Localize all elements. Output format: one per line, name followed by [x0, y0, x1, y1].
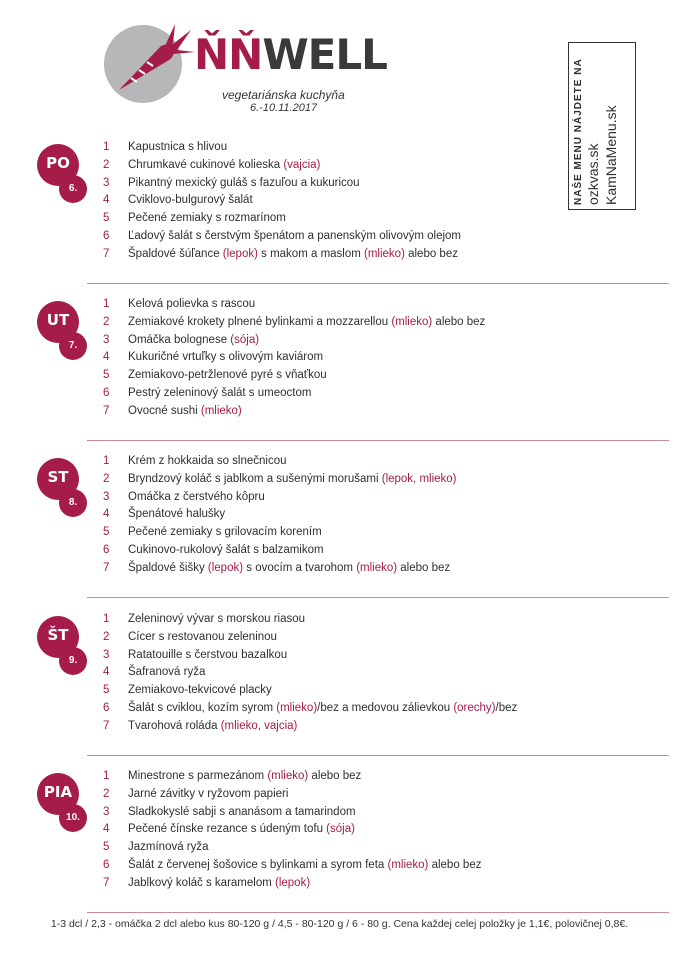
section-divider: [87, 597, 669, 598]
item-number: 6: [103, 386, 110, 399]
item-number: 4: [103, 666, 110, 679]
allergen-label: (mlieko): [391, 315, 433, 328]
section-divider: [87, 283, 669, 284]
item-text: Omáčka bolognese: [128, 333, 231, 346]
portion-footer: 1-3 dcl / 2,3 - omáčka 2 dcl alebo kus 80-120 g / 4,5 - 80-120 g / 6 - 80 g. Cena každej celej položky je 1,1€, polovičnej 0,8€.: [50, 918, 629, 930]
day-abbr: ST: [47, 468, 69, 486]
day-date: 8.: [59, 489, 87, 517]
item-text: Cukinovo-rukolový šalát s balzamikom: [128, 543, 324, 556]
item-text: Zeleninový vývar s morskou riasou: [128, 613, 306, 625]
item-text: Šalát z červenej šošovice s bylinkami a syrom feta: [128, 858, 388, 871]
menu-item: [103, 453, 457, 471]
item-number: 4: [103, 823, 110, 836]
item-number: 1: [103, 455, 110, 467]
item-number: 7: [103, 247, 110, 260]
menu-item: [103, 192, 461, 210]
item-number: 2: [103, 787, 110, 800]
menu-item: [103, 647, 517, 665]
day-badge: [37, 773, 80, 823]
item-text: alebo bez: [404, 247, 458, 260]
item-text: Zemiakové krokety plnené bylinkami a mozzarellou: [128, 315, 392, 328]
menu-item: [103, 367, 485, 385]
item-number: 5: [103, 841, 110, 854]
menu-item: [103, 664, 517, 682]
section-divider: [87, 912, 669, 913]
menu-item: [103, 385, 485, 403]
menu-items: [103, 296, 485, 421]
allergen-label: (mlieko): [356, 561, 398, 574]
menu-item: [103, 718, 517, 736]
menu-item: [103, 210, 461, 228]
item-text: Minestrone s parmezánom: [128, 770, 268, 782]
sidebox-title: NAŠE MENU NÁJDETE NA: [573, 58, 584, 205]
section-divider: [87, 440, 669, 441]
item-number: 6: [103, 701, 110, 714]
item-text: alebo bez: [397, 561, 451, 574]
item-text: Šafranová ryža: [128, 666, 206, 679]
day-badge: [37, 301, 79, 351]
item-text: /bez a medovou zálievkou: [317, 701, 454, 714]
item-text: Pečené zemiaky s rozmarínom: [128, 212, 286, 225]
menu-item: [103, 542, 457, 560]
item-number: 3: [103, 648, 110, 661]
allergen-label: (sója): [326, 823, 355, 836]
day-abbr: PO: [46, 154, 70, 172]
menu-item: [103, 804, 481, 822]
link-ozkvas[interactable]: ozkvas.sk: [585, 143, 601, 205]
menu-item: [103, 489, 457, 507]
menu-items: [103, 611, 517, 736]
item-text: Špenátové halušky: [128, 508, 226, 521]
item-text: Kukuričné vrtuľky s olivovým kaviárom: [128, 351, 324, 364]
item-text: Ratatouille s čerstvou bazalkou: [128, 648, 288, 661]
item-number: 3: [103, 805, 110, 818]
day-abbr: ŠT: [47, 626, 69, 644]
item-number: 2: [103, 472, 110, 485]
item-text: Chrumkavé cukinové kolieska: [128, 158, 284, 171]
day-date: 7.: [59, 332, 87, 360]
item-number: 6: [103, 543, 110, 556]
brand-accent: ŇŇ: [194, 30, 263, 79]
item-number: 5: [103, 369, 110, 382]
menu-item: [103, 700, 517, 718]
allergen-label: (mlieko): [387, 858, 429, 871]
menu-item: [103, 875, 481, 893]
menu-item: [103, 296, 485, 314]
item-number: 6: [103, 858, 110, 871]
item-text: Zemiakovo-tekvicové placky: [128, 684, 272, 697]
item-text: Krém z hokkaida so slnečnicou: [128, 455, 287, 467]
allergen-label: (lepok, mlieko): [381, 472, 457, 485]
day-badge: [37, 616, 79, 666]
item-text: s makom a maslom: [257, 247, 365, 260]
allergen-label: (mlieko): [200, 404, 242, 417]
section-divider: [87, 755, 669, 756]
allergen-label: (lepok): [222, 247, 258, 260]
item-number: 4: [103, 351, 110, 364]
brand-text: WELL: [262, 30, 387, 79]
item-text: /bez: [495, 701, 518, 714]
item-text: Omáčka z čerstvého kôpru: [128, 490, 265, 503]
item-number: 4: [103, 194, 110, 207]
menu-item: [103, 786, 481, 804]
item-text: alebo bez: [432, 315, 486, 328]
menu-sources-box: [568, 42, 636, 210]
item-text: Špaldové šišky: [128, 561, 208, 574]
menu-item: [103, 629, 517, 647]
menu-item: [103, 839, 481, 857]
menu-item: [103, 403, 485, 421]
item-number: 5: [103, 684, 110, 697]
menu-item: [103, 524, 457, 542]
day-date: 10.: [59, 804, 87, 832]
day-badge: [37, 458, 79, 508]
menu-item: [103, 768, 481, 786]
day-abbr: UT: [46, 311, 70, 329]
day-abbr: PIA: [43, 783, 73, 801]
item-number: 2: [103, 630, 110, 643]
menu-dates: 6.-10.11.2017: [250, 102, 318, 114]
item-number: 3: [103, 490, 110, 503]
item-text: Ovocné sushi: [128, 404, 201, 417]
item-number: 7: [103, 404, 110, 417]
item-text: s ovocím a tvarohom: [243, 561, 357, 574]
allergen-label: (mlieko, vajcia): [220, 719, 298, 732]
menu-item: [103, 175, 461, 193]
item-number: 4: [103, 508, 110, 521]
item-text: Cviklovo-bulgurový šalát: [128, 194, 253, 207]
item-text: Kapustnica s hlivou: [128, 141, 228, 153]
menu-item: [103, 314, 485, 332]
item-number: 7: [103, 561, 110, 574]
menu-item: [103, 157, 461, 175]
item-text: Bryndzový koláč s jablkom a sušenými morušami: [128, 472, 382, 485]
item-number: 2: [103, 315, 110, 328]
item-number: 7: [103, 876, 110, 889]
allergen-label: (orechy): [453, 701, 496, 714]
item-text: Šalát s cviklou, kozím syrom: [128, 701, 277, 714]
brand-name: [194, 30, 387, 79]
day-date: 6.: [59, 175, 87, 203]
menu-items: [103, 453, 457, 578]
item-number: 1: [103, 298, 110, 310]
menu-item: [103, 246, 461, 264]
menu-item: [103, 349, 485, 367]
menu-item: [103, 857, 481, 875]
link-kamnamenu[interactable]: KamNaMenu.sk: [603, 105, 619, 205]
allergen-label: (vajcia): [283, 158, 321, 171]
item-text: Jazmínová ryža: [128, 841, 209, 854]
item-text: Pestrý zeleninový šalát s umeoctom: [128, 386, 312, 399]
item-number: 6: [103, 229, 110, 242]
menu-item: [103, 560, 457, 578]
menu-item: [103, 139, 461, 157]
allergen-label: (mlieko): [276, 701, 318, 714]
item-text: Zemiakovo-petržlenové pyré s vňaťkou: [128, 369, 327, 382]
menu-items: [103, 768, 481, 893]
item-text: Kelová polievka s rascou: [128, 298, 256, 310]
item-number: 1: [103, 770, 110, 782]
day-badge: [37, 144, 79, 194]
menu-item: [103, 332, 485, 350]
item-text: Pikantný mexický guláš s fazuľou a kukuricou: [128, 176, 360, 189]
day-date: 9.: [59, 647, 87, 675]
menu-item: [103, 228, 461, 246]
item-text: Cícer s restovanou zeleninou: [128, 630, 277, 643]
item-number: 2: [103, 158, 110, 171]
menu-item: [103, 471, 457, 489]
allergen-label: (lepok): [275, 876, 311, 889]
item-text: Pečené čínske rezance s údeným tofu: [128, 823, 327, 836]
allergen-label: (mlieko): [364, 247, 405, 260]
allergen-label: (lepok): [207, 561, 244, 574]
menu-item: [103, 821, 481, 839]
menu-items: [103, 139, 461, 264]
item-number: 7: [103, 719, 110, 732]
item-text: Špaldové šúľance: [128, 247, 223, 260]
item-number: 5: [103, 212, 110, 225]
allergen-label: (mlieko): [267, 770, 309, 782]
item-text: alebo bez: [428, 858, 482, 871]
menu-item: [103, 506, 457, 524]
item-number: 5: [103, 526, 110, 539]
menu-item: [103, 682, 517, 700]
item-text: alebo bez: [308, 770, 362, 782]
item-text: Tvarohová roláda: [128, 719, 221, 732]
item-text: Ľadový šalát s čerstvým špenátom a panenským olivovým olejom: [128, 229, 462, 242]
brand-subtitle: vegetariánska kuchyňa: [222, 88, 345, 102]
item-text: Jarné závitky v ryžovom papieri: [128, 787, 289, 800]
carrot-icon: [109, 20, 199, 110]
item-number: 3: [103, 176, 110, 189]
item-text: Jablkový koláč s karamelom: [128, 876, 275, 889]
menu-item: [103, 611, 517, 629]
item-number: 3: [103, 333, 110, 346]
allergen-label: (sója): [230, 333, 260, 346]
item-number: 1: [103, 141, 110, 153]
item-text: Pečené zemiaky s grilovacím korením: [128, 526, 322, 539]
item-text: Sladkokyslé sabji s ananásom a tamarindom: [128, 805, 356, 818]
item-number: 1: [103, 613, 110, 625]
